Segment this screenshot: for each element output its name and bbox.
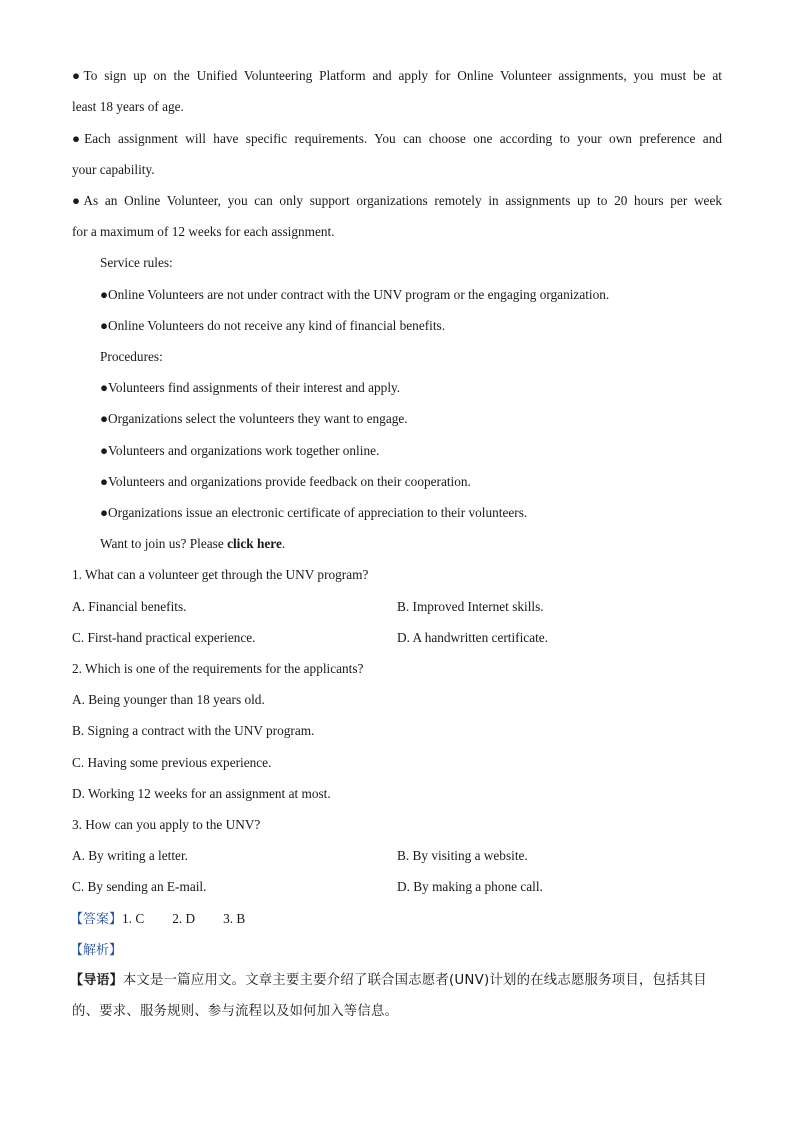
question-3-option-a: A. By writing a letter. — [72, 848, 188, 863]
join-line — [100, 535, 285, 553]
question-1-option-a: A. Financial benefits. — [72, 599, 187, 614]
question-2-stem: 2. Which is one of the requirements for the applicants? — [72, 661, 364, 676]
intro-line-1 — [70, 972, 707, 990]
answer-1: 1. C — [122, 911, 145, 926]
procedure-5: ●Organizations issue an electronic certificate of appreciation to their volunteers. — [100, 505, 528, 520]
service-rules-heading: Service rules: — [100, 255, 173, 270]
question-3-stem: 3. How can you apply to the UNV? — [72, 817, 261, 832]
click-here-link[interactable]: click here — [227, 536, 282, 551]
procedure-2: ●Organizations select the volunteers they want to engage. — [100, 411, 408, 426]
question-1-option-b: B. Improved Internet skills. — [397, 599, 544, 614]
requirement-2-line-2: your capability. — [72, 162, 155, 177]
question-2-option-a: A. Being younger than 18 years old. — [72, 692, 265, 707]
question-3-option-b: B. By visiting a website. — [397, 848, 528, 863]
requirement-3-line-1: ●As an Online Volunteer, you can only support organizations remotely in assignments up to 20 hours per week — [72, 193, 722, 208]
join-suffix: . — [281, 536, 286, 551]
requirement-2-line-1: ●Each assignment will have specific requirements. You can choose one according to your own preference and — [72, 131, 722, 146]
analysis-line — [70, 941, 122, 960]
procedure-3: ●Volunteers and organizations work together online. — [100, 443, 380, 458]
question-2-option-b: B. Signing a contract with the UNV program. — [72, 723, 315, 738]
service-rule-2: ●Online Volunteers do not receive any kind of financial benefits. — [100, 318, 446, 333]
question-2-option-c: C. Having some previous experience. — [72, 755, 272, 770]
question-1-stem: 1. What can a volunteer get through the UNV program? — [72, 567, 369, 582]
question-1-option-c: C. First-hand practical experience. — [72, 630, 256, 645]
analysis-label: 【解析】 — [70, 943, 123, 958]
answer-3: 3. B — [223, 911, 246, 926]
answer-label: 【答案】 — [70, 912, 123, 927]
answer-line — [70, 910, 245, 929]
intro-text-1: 本文是一篇应用文。文章主要主要介绍了联合国志愿者(UNV)计划的在线志愿服务项目，包括其目 — [122, 973, 707, 988]
procedure-4: ●Volunteers and organizations provide feedback on their cooperation. — [100, 474, 471, 489]
intro-line-2: 的、要求、服务规则、参与流程以及如何加入等信息。 — [72, 1004, 399, 1019]
procedures-heading: Procedures: — [100, 349, 163, 364]
requirement-1-line-2: least 18 years of age. — [72, 99, 184, 114]
question-3-option-d: D. By making a phone call. — [397, 879, 543, 894]
answer-2: 2. D — [172, 911, 196, 926]
question-2-option-d: D. Working 12 weeks for an assignment at most. — [72, 786, 331, 801]
question-3-option-c: C. By sending an E-mail. — [72, 879, 207, 894]
service-rule-1: ●Online Volunteers are not under contract with the UNV program or the engaging organization. — [100, 287, 610, 302]
requirement-3-line-2: for a maximum of 12 weeks for each assignment. — [72, 224, 335, 239]
join-prefix: Want to join us? Please — [100, 536, 228, 551]
question-1-option-d: D. A handwritten certificate. — [397, 630, 549, 645]
requirement-1-line-1: ●To sign up on the Unified Volunteering Platform and apply for Online Volunteer assignments, you must be at — [72, 68, 722, 83]
intro-label: 【导语】 — [70, 973, 123, 988]
procedure-1: ●Volunteers find assignments of their interest and apply. — [100, 380, 401, 395]
